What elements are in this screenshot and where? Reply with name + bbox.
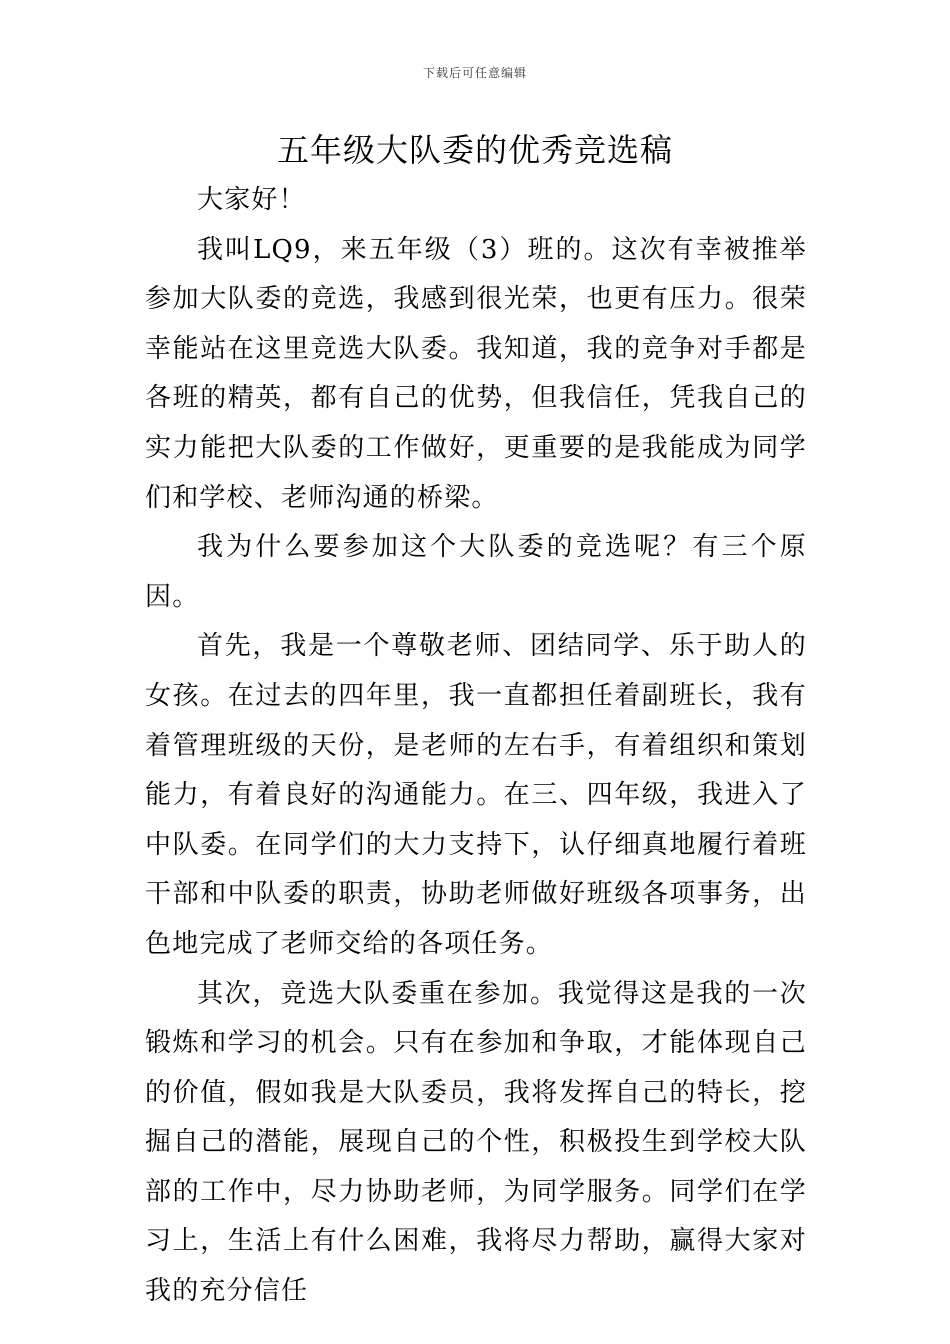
- paragraph-greeting: 大家好！: [197, 185, 306, 215]
- paragraph-reasons: 我为什么要参加这个大队委的竞选呢？有三个原因。: [145, 532, 807, 612]
- paragraph-first-reason: 首先，我是一个尊敬老师、团结同学、乐于助人的女孩。在过去的四年里，我一直都担任着副班长，我有着管理班级的天份，是老师的左右手，有着组织和策划能力，有着良好的沟通能力。在三、四年级，我进入了中队委。在同学们的大力支持下，认仔细真地履行着班干部和中队委的职责，协助老师做好班级各项事务，出色地完成了老师交给的各项任务。: [145, 631, 807, 959]
- document-title: 五年级大队委的优秀竞选稿: [276, 131, 673, 169]
- paragraph-introduction: 我叫LQ9，来五年级（3）班的。这次有幸被推举参加大队委的竞选，我感到很光荣，也更有压力。很荣幸能站在这里竞选大队委。我知道，我的竞争对手都是各班的精英，都有自己的优势，但我信任，凭我自己的实力能把大队委的工作做好，更重要的是我能成为同学们和学校、老师沟通的桥梁。: [145, 234, 807, 513]
- header-note: 下载后可任意编辑: [422, 66, 527, 80]
- paragraph-second-reason: 其次，竞选大队委重在参加。我觉得这是我的一次锻炼和学习的机会。只有在参加和争取，才能体现自己的价值，假如我是大队委员，我将发挥自己的特长，挖掘自己的潜能，展现自己的个性，积极投生到学校大队部的工作中，尽力协助老师，为同学服务。同学们在学习上，生活上有什么困难，我将尽力帮助，赢得大家对我的充分信任: [145, 978, 807, 1307]
- document-body: [145, 176, 807, 1317]
